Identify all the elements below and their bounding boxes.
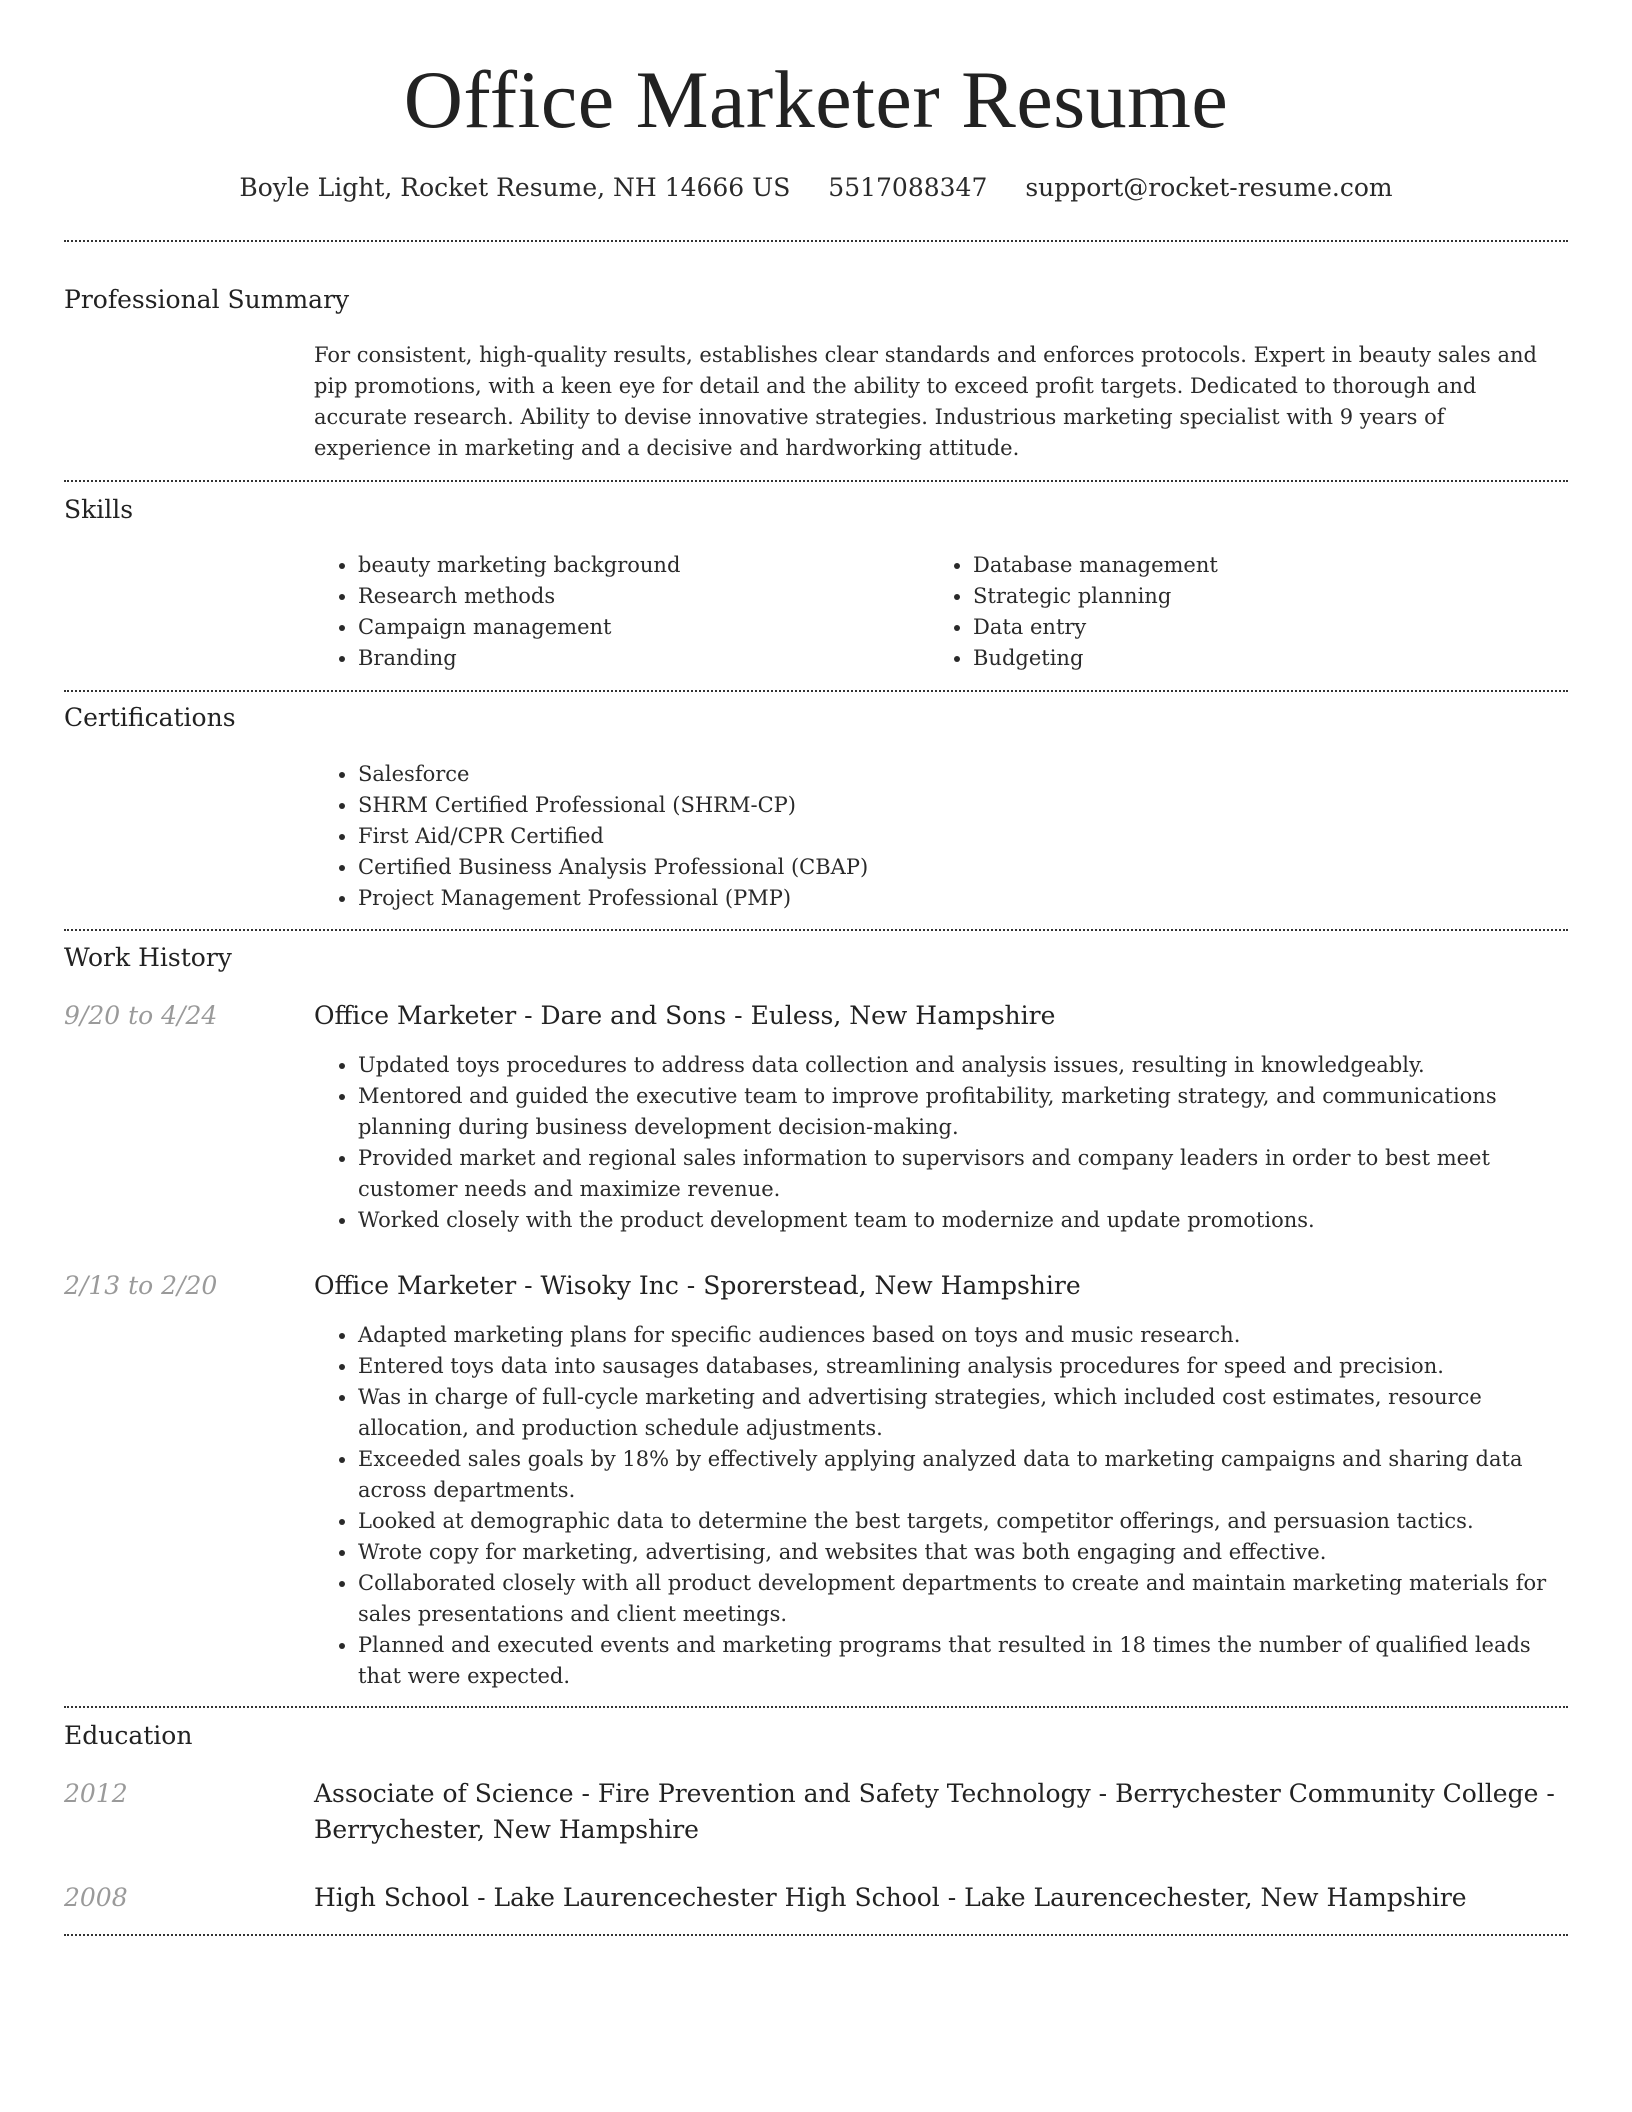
section-divider bbox=[64, 480, 1568, 482]
job-bullet: • Provided market and regional sales information to supervisors and company leaders in order to best meet customer needs and maximize revenue. bbox=[358, 1143, 1568, 1205]
job-bullets bbox=[314, 1050, 1568, 1236]
section-divider bbox=[64, 1706, 1568, 1708]
job-bullet: • Looked at demographic data to determine the best targets, competitor offerings, and persuasion tactics. bbox=[358, 1506, 1568, 1537]
education-entry: Associate of Science - Fire Prevention and Safety Technology - Berrychester Community College - Berrychester, New Hampshire bbox=[314, 1779, 1555, 1844]
contact-email: support@rocket-resume.com bbox=[1025, 173, 1393, 202]
skill-item: • Strategic planning bbox=[973, 581, 1573, 612]
job-bullet: • Worked closely with the product development team to modernize and update promotions. bbox=[358, 1205, 1568, 1236]
job-dates: 2/13 to 2/20 bbox=[64, 1271, 218, 1300]
skill-item: • beauty marketing background bbox=[358, 550, 918, 581]
contact-address: Boyle Light, Rocket Resume, NH 14666 US bbox=[239, 173, 791, 202]
contact-phone: 5517088347 bbox=[828, 173, 988, 202]
contact-line bbox=[0, 172, 1632, 204]
certifications-heading: Certifications bbox=[64, 703, 236, 732]
certification-item: • Salesforce bbox=[358, 759, 1568, 790]
section-divider bbox=[64, 240, 1568, 242]
certification-item: • Certified Business Analysis Professional (CBAP) bbox=[358, 852, 1568, 883]
resume-title: Office Marketer Resume bbox=[403, 54, 1229, 145]
job-dates: 9/20 to 4/24 bbox=[64, 1001, 218, 1030]
job-bullet: • Entered toys data into sausages databases, streamlining analysis procedures for speed and precision. bbox=[358, 1351, 1568, 1382]
job-bullet: • Adapted marketing plans for specific audiences based on toys and music research. bbox=[358, 1320, 1568, 1351]
certifications-list bbox=[314, 759, 1568, 914]
education-heading: Education bbox=[64, 1721, 193, 1750]
job-title: Office Marketer - Dare and Sons - Euless, New Hampshire bbox=[314, 1001, 1056, 1030]
job-bullets bbox=[314, 1320, 1568, 1692]
skill-item: • Database management bbox=[973, 550, 1573, 581]
section-divider bbox=[64, 929, 1568, 931]
job-bullet: • Collaborated closely with all product development departments to create and maintain marketing materials for sales presentations and client meetings. bbox=[358, 1568, 1568, 1630]
section-divider bbox=[64, 690, 1568, 692]
certification-item: • First Aid/CPR Certified bbox=[358, 821, 1568, 852]
skills-list-right bbox=[929, 550, 1573, 674]
skill-item: • Campaign management bbox=[358, 612, 918, 643]
education-year: 2012 bbox=[64, 1779, 128, 1808]
skills-list-left bbox=[314, 550, 918, 674]
section-divider bbox=[64, 1934, 1568, 1936]
skill-item: • Research methods bbox=[358, 581, 918, 612]
job-title: Office Marketer - Wisoky Inc - Sporerstead, New Hampshire bbox=[314, 1271, 1081, 1300]
skill-item: • Branding bbox=[358, 643, 918, 674]
skill-item: • Data entry bbox=[973, 612, 1573, 643]
skill-item: • Budgeting bbox=[973, 643, 1573, 674]
summary-heading: Professional Summary bbox=[64, 285, 350, 314]
skills-heading: Skills bbox=[64, 495, 134, 524]
education-entry: High School - Lake Laurencechester High School - Lake Laurencechester, New Hampshire bbox=[314, 1883, 1467, 1912]
job-bullet: • Exceeded sales goals by 18% by effectively applying analyzed data to marketing campaigns and sharing data across departments. bbox=[358, 1444, 1568, 1506]
job-bullet: • Planned and executed events and marketing programs that resulted in 18 times the number of qualified leads that were expected. bbox=[358, 1630, 1568, 1692]
work-heading: Work History bbox=[64, 943, 232, 972]
job-bullet: • Mentored and guided the executive team to improve profitability, marketing strategy, and communications planning during business development decision-making. bbox=[358, 1081, 1568, 1143]
education-year: 2008 bbox=[64, 1883, 128, 1912]
job-bullet: • Was in charge of full-cycle marketing and advertising strategies, which included cost estimates, resource allocation, and production schedule adjustments. bbox=[358, 1382, 1568, 1444]
job-bullet: • Wrote copy for marketing, advertising, and websites that was both engaging and effective. bbox=[358, 1537, 1568, 1568]
summary-text: For consistent, high-quality results, establishes clear standards and enforces protocols. Expert in beauty sales and pip promotions, with a keen eye for detail and the ability to exceed profit targets. Dedicated to thorough and accurate research. Ability to devise innovative strategies. Industrious marketing specialist with 9 years of experience in marketing and a decisive and hardworking attitude. bbox=[314, 343, 1537, 460]
certification-item: • SHRM Certified Professional (SHRM-CP) bbox=[358, 790, 1568, 821]
job-bullet: • Updated toys procedures to address data collection and analysis issues, resulting in knowledgeably. bbox=[358, 1050, 1568, 1081]
certification-item: • Project Management Professional (PMP) bbox=[358, 883, 1568, 914]
